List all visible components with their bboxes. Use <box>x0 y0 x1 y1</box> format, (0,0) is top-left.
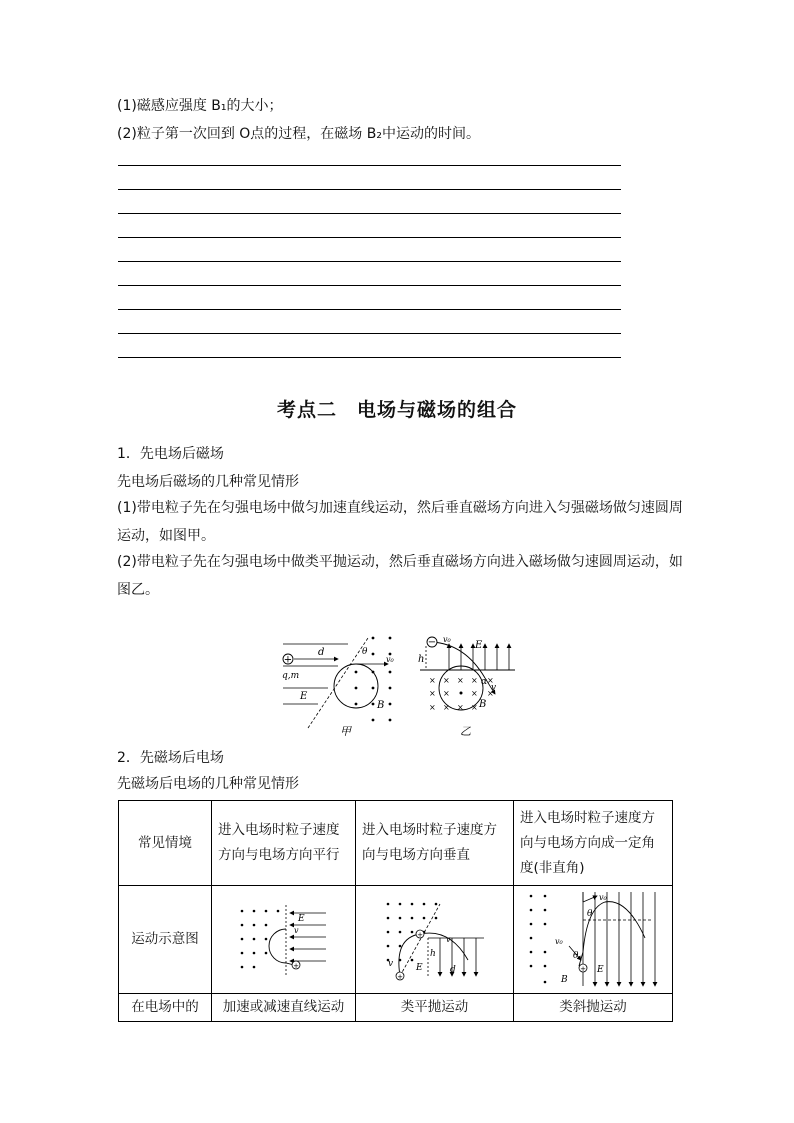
question-1: (1)磁感应强度 B₁的大小； <box>117 98 283 114</box>
scenario-table <box>118 800 673 1022</box>
answer-line <box>118 165 621 166</box>
part2-intro: 先磁场后电场的几种常见情形 <box>117 776 299 792</box>
answer-line <box>118 213 621 214</box>
figure-yi <box>415 632 525 740</box>
d1-label-E: E <box>297 913 305 924</box>
section-title: 考点二 电场与磁场的组合 <box>276 399 517 421</box>
svg-text:×: × <box>429 676 436 685</box>
answer-line <box>118 189 621 190</box>
svg-text:×: × <box>429 689 436 698</box>
part1-item2-line1: (2)带电粒子先在匀强电场中做类平抛运动，然后垂直磁场方向进入磁场做匀速圆周运动，如 <box>117 554 683 570</box>
scenario-perpendicular: 进入电场时粒子速度方向与电场方向垂直 <box>362 822 497 863</box>
figure-jia <box>278 632 403 740</box>
svg-text:×: × <box>457 676 464 685</box>
svg-text:×: × <box>443 689 450 698</box>
part1-heading: 1．先电场后磁场 <box>117 446 224 462</box>
d3-label-v0-top: v₀ <box>599 892 607 902</box>
part1-intro: 先电场后磁场的几种常见情形 <box>117 474 299 490</box>
diagram-parallel <box>234 903 334 977</box>
table-row <box>119 994 673 1022</box>
diagram-cell-2 <box>356 886 514 994</box>
d2-label-d: d <box>449 964 456 975</box>
motion-angled: 类斜抛运动 <box>514 994 673 1022</box>
d1-label-v: v <box>293 925 299 935</box>
answer-line <box>118 237 621 238</box>
yi-label-v: v <box>491 683 497 693</box>
jia-label-B: B <box>377 700 385 711</box>
jia-caption: 甲 <box>340 725 351 738</box>
answer-line <box>118 357 621 358</box>
svg-text:+: + <box>416 930 423 939</box>
table-cell <box>212 801 356 886</box>
scenario-angled: 进入电场时粒子速度方向与电场方向成一定角度(非直角) <box>520 809 655 876</box>
svg-text:×: × <box>487 689 494 698</box>
table-cell <box>514 801 673 886</box>
answer-line <box>118 285 621 286</box>
diagram-cell-1 <box>212 886 356 994</box>
part1-item1-line1: (1)带电粒子先在匀强电场中做匀加速直线运动，然后垂直磁场方向进入匀强磁场做匀速圆周 <box>117 500 683 516</box>
table-cell <box>356 801 514 886</box>
row-label-diagram: 运动示意图 <box>119 886 212 994</box>
answer-line <box>118 261 621 262</box>
svg-text:×: × <box>487 676 494 685</box>
jia-plus-sign: + <box>283 654 293 666</box>
d3-label-theta-bottom: θ <box>573 950 579 961</box>
yi-label-v0: v₀ <box>443 635 451 644</box>
jia-label-qm: q,m <box>282 671 300 681</box>
part1-item1-line2: 运动，如图甲。 <box>117 528 215 544</box>
jia-label-d: d <box>318 647 325 658</box>
d2-label-E: E <box>415 962 423 973</box>
d3-label-theta-top: θ <box>587 908 593 919</box>
question-2: (2)粒子第一次回到 O点的过程，在磁场 B₂中运动的时间。 <box>117 126 480 142</box>
motion-perpendicular: 类平抛运动 <box>356 994 514 1022</box>
answer-line <box>118 309 621 310</box>
d3-label-v0-left: v₀ <box>555 936 563 946</box>
d2-label-v: v <box>387 958 393 969</box>
table-row <box>119 801 673 886</box>
svg-text:×: × <box>471 689 478 698</box>
svg-text:+: + <box>580 964 586 973</box>
svg-text:+: + <box>292 961 299 970</box>
d2-label-h: h <box>429 948 436 959</box>
motion-parallel: 加速或减速直线运动 <box>212 994 356 1022</box>
d3-label-B: B <box>561 974 568 985</box>
jia-label-E: E <box>300 691 308 702</box>
yi-label-B: B <box>479 699 487 710</box>
svg-text:+: + <box>396 972 403 981</box>
part2-heading: 2．先磁场后电场 <box>117 750 224 766</box>
yi-minus-sign: − <box>427 637 437 648</box>
row-label-motion: 在电场中的 <box>119 994 212 1022</box>
d2-label-v-exit: v <box>445 934 451 944</box>
diagram-cell-3 <box>514 886 673 994</box>
jia-label-v0: v₀ <box>386 655 394 664</box>
diagram-perpendicular <box>380 898 490 982</box>
svg-text:×: × <box>471 703 478 712</box>
yi-caption: 乙 <box>460 725 471 738</box>
svg-text:×: × <box>457 703 464 712</box>
jia-label-theta: θ <box>362 647 368 657</box>
table-row <box>119 886 673 994</box>
yi-label-E: E <box>475 640 483 651</box>
svg-text:×: × <box>429 703 436 712</box>
d3-label-E: E <box>597 964 604 975</box>
scenario-parallel: 进入电场时粒子速度方向与电场方向平行 <box>218 822 340 863</box>
svg-text:×: × <box>443 676 450 685</box>
yi-label-h: h <box>418 654 425 665</box>
svg-text:×: × <box>471 676 478 685</box>
answer-line <box>118 333 621 334</box>
row-label-scenario: 常见情境 <box>119 801 212 886</box>
yi-label-alpha: α <box>481 677 488 687</box>
diagram-angled <box>523 890 663 990</box>
svg-text:×: × <box>443 703 450 712</box>
part1-item2-line2: 图乙。 <box>117 582 159 598</box>
